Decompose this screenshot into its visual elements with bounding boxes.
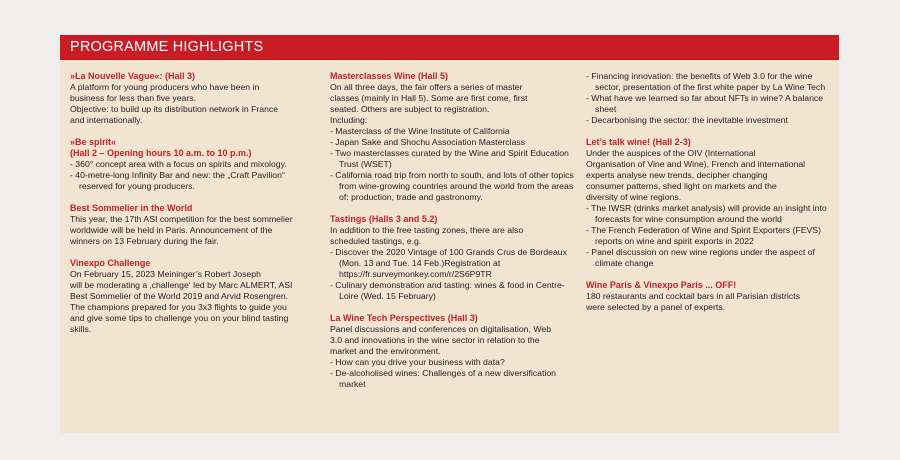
list-item: - Panel discussion on new wine regions under the aspect of climate change bbox=[586, 247, 815, 268]
panel-header bbox=[60, 35, 839, 60]
list-item: - Culinary demonstration and tasting: wines & food in Centre-Loire (Wed. 15 February) bbox=[330, 280, 565, 301]
body-line: The champions prepared for you 3x3 flights to guide you bbox=[70, 302, 287, 312]
section-masterclasses bbox=[330, 71, 580, 203]
list-item: - Financing innovation: the benefits of Web 3.0 for the wine sector, presentation of the first white paper by La Wine Tech bbox=[586, 71, 826, 92]
body-line: experts analyse new trends, decipher changing bbox=[586, 170, 768, 180]
list-item: - What have we learned so far about NFTs in wine? A balance sheet bbox=[586, 93, 824, 114]
list-item: - California road trip from north to south, and lots of other topics from wine-growing countries around the world from the areas of: production, trade and gastronomy. bbox=[330, 170, 574, 202]
body-line: This year, the 17th ASI competition for the best sommelier bbox=[70, 214, 293, 224]
list-item: - The IWSR (drinks market analysis) will provide an insight into forecasts for wine consumption around the world bbox=[586, 203, 827, 224]
body-line: classes (mainly in Hall 5). Some are first come, first bbox=[330, 93, 528, 103]
body-line: Objective: to build up its distribution network in France bbox=[70, 104, 279, 114]
body-line: Organisation of Vine and Wine), French and international bbox=[586, 159, 806, 169]
body-line: winners on 13 February during the fair. bbox=[70, 236, 219, 246]
section-title: Vinexpo Challenge bbox=[70, 258, 151, 268]
body-line: business for less than five years. bbox=[70, 93, 197, 103]
body-line: A platform for young producers who have been in bbox=[70, 82, 260, 92]
panel-title: PROGRAMME HIGHLIGHTS bbox=[70, 39, 264, 55]
body-line: will be moderating a ‚challenge‘ led by Marc ALMERT, ASI bbox=[70, 280, 293, 290]
list-item: - Decarbonising the sector: the inevitable investment bbox=[586, 115, 788, 125]
section-title: Masterclasses Wine (Hall 5) bbox=[330, 71, 448, 81]
body-line: seated. Others are subject to registration. bbox=[330, 104, 490, 114]
section-tastings bbox=[330, 214, 580, 302]
list-item: - The French Federation of Wine and Spirit Exporters (FEVS) reports on wine and spirit exports in 2022 bbox=[586, 225, 821, 246]
body-line: diversity of wine regions. bbox=[586, 192, 682, 202]
body-line: and internationally. bbox=[70, 115, 143, 125]
section-subtitle: (Hall 2 – Opening hours 10 a.m. to 10 p.m.) bbox=[70, 148, 252, 158]
list-item: - How can you drive your business with data? bbox=[330, 357, 505, 367]
body-line: were selected by a panel of experts. bbox=[586, 302, 726, 312]
section-wine-tech-continued bbox=[586, 71, 832, 126]
section-title: »La Nouvelle Vague«: (Hall 3) bbox=[70, 71, 196, 81]
body-line: skills. bbox=[70, 324, 92, 334]
body-line: Including: bbox=[330, 115, 368, 125]
section-title: La Wine Tech Perspectives (Hall 3) bbox=[330, 313, 478, 323]
section-title: »Be spirit« bbox=[70, 137, 117, 147]
section-wine-tech bbox=[330, 313, 580, 390]
body-line: 180 restaurants and cocktail bars in all Parisian districts bbox=[586, 291, 800, 301]
body-line: worldwide will be held in Paris. Announcement of the bbox=[70, 225, 273, 235]
list-item: - Japan Sake and Shochu Association Masterclass bbox=[330, 137, 526, 147]
section-be-spirit bbox=[70, 137, 320, 192]
section-lets-talk-wine bbox=[586, 137, 832, 269]
list-item: - Two masterclasses curated by the Wine and Spirit Education Trust (WSET) bbox=[330, 148, 569, 169]
body-line: On all three days, the fair offers a series of master bbox=[330, 82, 523, 92]
section-title: Best Sommelier in the World bbox=[70, 203, 193, 213]
body-line: Panel discussions and conferences on digitalisation, Web bbox=[330, 324, 552, 334]
body-line: Under the auspices of the OIV (International bbox=[586, 148, 756, 158]
column-1 bbox=[70, 71, 320, 346]
list-item: - Masterclass of the Wine Institute of California bbox=[330, 126, 510, 136]
body-line: scheduled tastings, e.g. bbox=[330, 236, 422, 246]
section-title: Let’s talk wine! (Hall 2-3) bbox=[586, 137, 691, 147]
section-title: Wine Paris & Vinexpo Paris ... OFF! bbox=[586, 280, 737, 290]
body-line: On February 15, 2023 Meininger’s Robert Joseph bbox=[70, 269, 261, 279]
list-item: - Discover the 2020 Vintage of 100 Grands Crus de Bordeaux (Mon. 13 and Tue. 14 Feb.)Registration at https://fr.surveymonkey.com/r/2S6P9TR bbox=[330, 247, 567, 279]
body-line: In addition to the free tasting zones, there are also bbox=[330, 225, 524, 235]
body-line: and give some tips to challenge you on your blind tasting bbox=[70, 313, 289, 323]
column-3 bbox=[586, 71, 832, 324]
section-nouvelle-vague bbox=[70, 71, 320, 126]
list-item: - 40-metre-long Infinity Bar and new: the „Craft Pavilion“ reserved for young producers. bbox=[70, 170, 285, 191]
section-best-sommelier bbox=[70, 203, 320, 247]
list-item: - 360° concept area with a focus on spirits and mixology. bbox=[70, 159, 287, 169]
section-title: Tastings (Halls 3 and 5.2) bbox=[330, 214, 438, 224]
body-line: consumer patterns, shed light on markets and the bbox=[586, 181, 777, 191]
section-paris-off bbox=[586, 280, 832, 313]
section-vinexpo-challenge bbox=[70, 258, 320, 335]
body-line: market and the environment. bbox=[330, 346, 441, 356]
column-2 bbox=[330, 71, 580, 401]
body-line: Best Sommelier of the World 2019 and Arvid Rosengren. bbox=[70, 291, 289, 301]
body-line: 3.0 and innovations in the wine sector in relation to the bbox=[330, 335, 540, 345]
list-item: - De-alcoholised wines: Challenges of a new diversification market bbox=[330, 368, 556, 389]
programme-panel bbox=[60, 35, 839, 433]
